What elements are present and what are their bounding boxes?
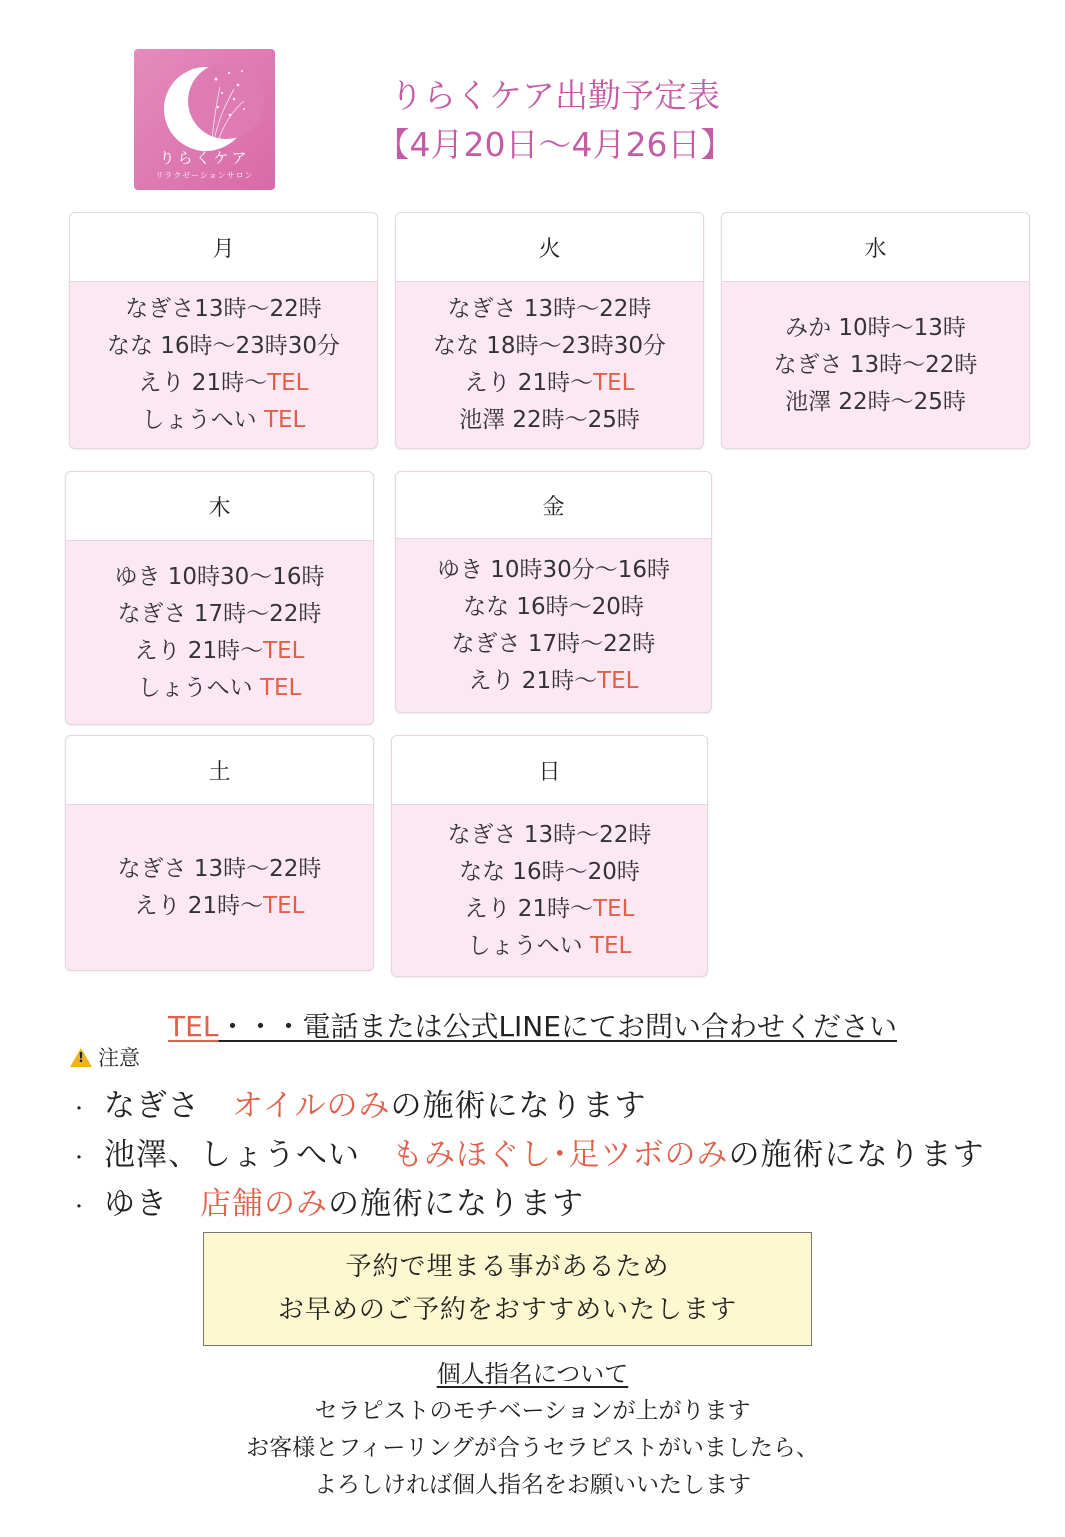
day-card-thu <box>65 471 374 725</box>
tel-word: TEL <box>168 1010 219 1043</box>
shift-text: なぎさ13時～22時 <box>125 296 322 322</box>
shift-line <box>107 328 340 365</box>
shift-text: なな 18時～23時30分 <box>432 333 667 359</box>
reservation-notice-box <box>203 1232 812 1346</box>
shift-text: えり 21時～ <box>468 667 598 694</box>
shift-text: なな 16時～20時 <box>459 858 640 885</box>
day-card-mon <box>69 212 378 449</box>
caution-label: 注意 <box>98 1046 140 1070</box>
shift-line <box>463 589 644 626</box>
shift-line <box>785 310 966 347</box>
shift-line <box>138 670 302 707</box>
shift-line <box>125 291 322 328</box>
shift-line <box>135 633 305 670</box>
shift-text: えり 21時～ <box>134 637 264 664</box>
tel-label: TEL <box>597 667 639 694</box>
tel-label: TEL <box>259 674 302 701</box>
personal-nomination-title: 個人指名について <box>436 1360 629 1388</box>
shift-line <box>118 851 322 888</box>
shift-text: えり 21時～ <box>464 895 594 922</box>
shift-line <box>459 854 640 891</box>
shift-line <box>465 365 635 402</box>
shift-text: しょうへい <box>137 674 260 701</box>
tel-explanation <box>0 1005 1065 1045</box>
notice-line: 予約で埋まる事があるため <box>345 1252 670 1282</box>
note-item <box>70 1129 985 1174</box>
shift-line <box>135 888 305 925</box>
day-header: 金 <box>396 472 711 539</box>
personal-nomination-text: セラピストのモチベーションが上がります <box>314 1398 751 1424</box>
shift-line <box>774 347 978 384</box>
shift-line <box>139 365 309 402</box>
shift-line <box>142 402 306 439</box>
shift-line <box>448 291 652 328</box>
shift-text: 池澤 22時～25時 <box>785 388 966 415</box>
shift-line <box>448 817 652 854</box>
day-header: 日 <box>392 736 707 805</box>
note-highlight: オイルのみ <box>232 1088 391 1124</box>
bullet: ・ <box>70 1147 89 1169</box>
shift-line <box>459 402 640 439</box>
shift-list <box>66 805 373 970</box>
tel-label: TEL <box>589 932 632 959</box>
tel-label: TEL <box>267 370 309 396</box>
note-rest: の施術になります <box>390 1088 647 1124</box>
day-header: 木 <box>66 472 373 541</box>
logo-subtitle: リラクゼーションサロン <box>155 171 254 180</box>
tel-label: TEL <box>263 892 305 919</box>
shift-text: なぎさ 13時～22時 <box>773 351 978 378</box>
shift-text: なな 16時～20時 <box>463 593 644 620</box>
shift-line <box>785 384 966 421</box>
shift-list <box>396 539 711 712</box>
shift-list <box>396 282 703 448</box>
shift-list <box>66 541 373 724</box>
caution-label-row <box>70 1042 140 1072</box>
page-title: りらくケア出勤予定表 <box>390 76 720 115</box>
shift-text: なぎさ 17時～22時 <box>451 630 656 657</box>
note-item <box>70 1178 584 1223</box>
shift-text: なぎさ 13時～22時 <box>447 821 652 848</box>
personal-nomination-text: お客様とフィーリングが合うセラピストがいましたら、 <box>246 1435 819 1461</box>
shift-text: なぎさ 13時～22時 <box>447 296 652 322</box>
note-rest: の施術になります <box>328 1186 584 1222</box>
shift-text: しょうへい <box>467 932 590 959</box>
day-header: 土 <box>66 736 373 805</box>
note-name: 池澤、しょうへい <box>104 1137 392 1173</box>
tel-explanation-text: ・・・電話または公式LINEにてお問い合わせください <box>218 1010 897 1043</box>
day-card-sat <box>65 735 374 971</box>
day-card-fri <box>395 471 712 713</box>
shift-line <box>468 928 632 965</box>
shift-list <box>722 282 1029 448</box>
bullet: ・ <box>70 1196 89 1218</box>
tel-label: TEL <box>263 637 305 664</box>
date-range: 【4月20日～4月26日】 <box>376 125 734 164</box>
logo-name: りらくケア <box>159 149 250 167</box>
notice-line: お早めのご予約をおすすめいたします <box>277 1295 738 1325</box>
bullet: ・ <box>70 1098 89 1120</box>
note-highlight: 店舗のみ <box>200 1186 328 1222</box>
day-card-sun <box>391 735 708 977</box>
personal-nomination-text: よろしければ個人指名をお願いいたします <box>314 1472 751 1498</box>
shift-text: なぎさ 13時～22時 <box>117 855 322 882</box>
shift-text: なな 16時～23時30分 <box>106 333 341 359</box>
shift-text: えり 21時～ <box>134 892 264 919</box>
day-header: 月 <box>70 213 377 282</box>
note-highlight: もみほぐし･足ツボのみ <box>392 1137 729 1173</box>
shift-text: なぎさ 17時～22時 <box>117 600 322 627</box>
day-header: 火 <box>396 213 703 282</box>
tel-label: TEL <box>593 895 635 922</box>
warning-icon <box>70 1048 92 1067</box>
shift-text: ゆき 10時30分～16時 <box>436 556 671 583</box>
day-card-wed <box>721 212 1030 449</box>
shift-text: みか 10時～13時 <box>785 314 966 341</box>
note-name: ゆき <box>104 1186 200 1222</box>
note-rest: の施術になります <box>728 1137 985 1173</box>
shift-line <box>465 891 635 928</box>
shift-text: えり 21時～ <box>138 370 268 396</box>
shift-text: ゆき 10時30～16時 <box>114 563 325 590</box>
shift-list <box>70 282 377 448</box>
shift-line <box>469 663 639 700</box>
shift-text: しょうへい <box>141 407 264 433</box>
salon-logo <box>134 49 275 190</box>
day-header: 水 <box>722 213 1029 282</box>
crescent-moon-icon <box>134 49 275 190</box>
note-item <box>70 1080 646 1125</box>
shift-line <box>118 596 322 633</box>
shift-list <box>392 805 707 976</box>
shift-line <box>452 626 656 663</box>
shift-text: 池澤 22時～25時 <box>459 407 640 433</box>
note-name: なぎさ <box>104 1088 232 1124</box>
shift-text: えり 21時～ <box>464 370 594 396</box>
tel-label: TEL <box>263 407 306 433</box>
tel-label: TEL <box>593 370 635 396</box>
shift-line <box>114 559 324 596</box>
shift-line <box>437 552 670 589</box>
day-card-tue <box>395 212 704 449</box>
shift-line <box>433 328 666 365</box>
